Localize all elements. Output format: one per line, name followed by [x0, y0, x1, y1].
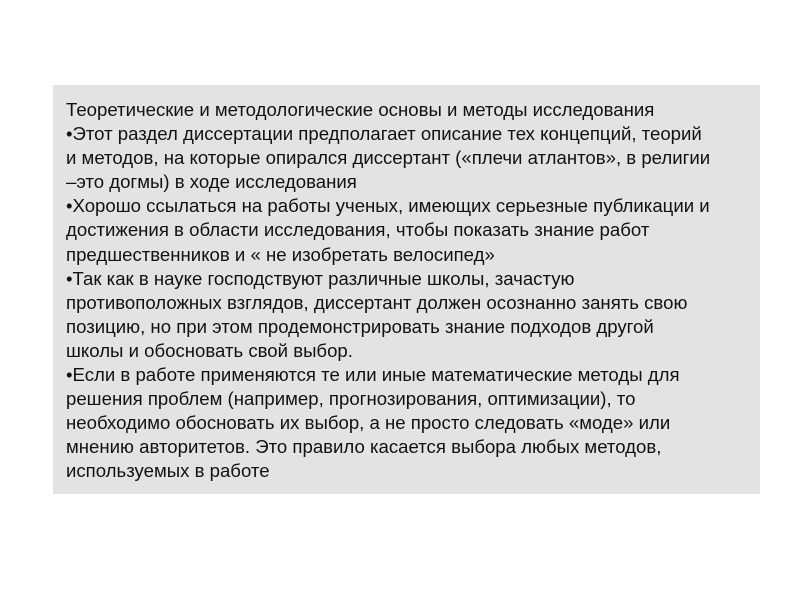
bullet-3-line-2: противоположных взглядов, диссертант должен осознанно занять свою: [66, 291, 688, 313]
bullet-4-line-5: используемых в работе: [66, 460, 270, 482]
bullet-3-line-1: •Так как в науке господствуют различные школы, зачастую: [66, 267, 575, 289]
bullet-2-line-2: достижения в области исследования, чтобы показать знание работ: [66, 219, 650, 241]
bullet-3-line-4: школы и обосновать свой выбор.: [66, 339, 353, 361]
bullet-1-line-3: –это догмы) в ходе исследования: [66, 171, 357, 193]
slide-text: [66, 98, 762, 484]
bullet-4-line-4: мнению авторитетов. Это правило касается выбора любых методов,: [66, 436, 662, 458]
bullet-2-line-1: •Хорошо ссылаться на работы ученых, имеющих серьезные публикации и: [66, 195, 710, 217]
bullet-1-line-1: •Этот раздел диссертации предполагает описание тех концепций, теорий: [66, 123, 702, 145]
bullet-2-line-3: предшественников и « не изобретать велосипед»: [66, 243, 495, 265]
slide-title: Теоретические и методологические основы и методы исследования: [66, 99, 655, 120]
bullet-4-line-2: решения проблем (например, прогнозирования, оптимизации), то: [66, 388, 636, 410]
bullet-4-line-3: необходимо обосновать их выбор, а не просто следовать «моде» или: [66, 412, 671, 434]
bullet-3-line-3: позицию, но при этом продемонстрировать знание подходов другой: [66, 315, 654, 337]
bullet-4-line-1: •Если в работе применяются те или иные математические методы для: [66, 364, 680, 386]
bullet-1-line-2: и методов, на которые опирался диссертант («плечи атлантов», в религии: [66, 147, 711, 169]
